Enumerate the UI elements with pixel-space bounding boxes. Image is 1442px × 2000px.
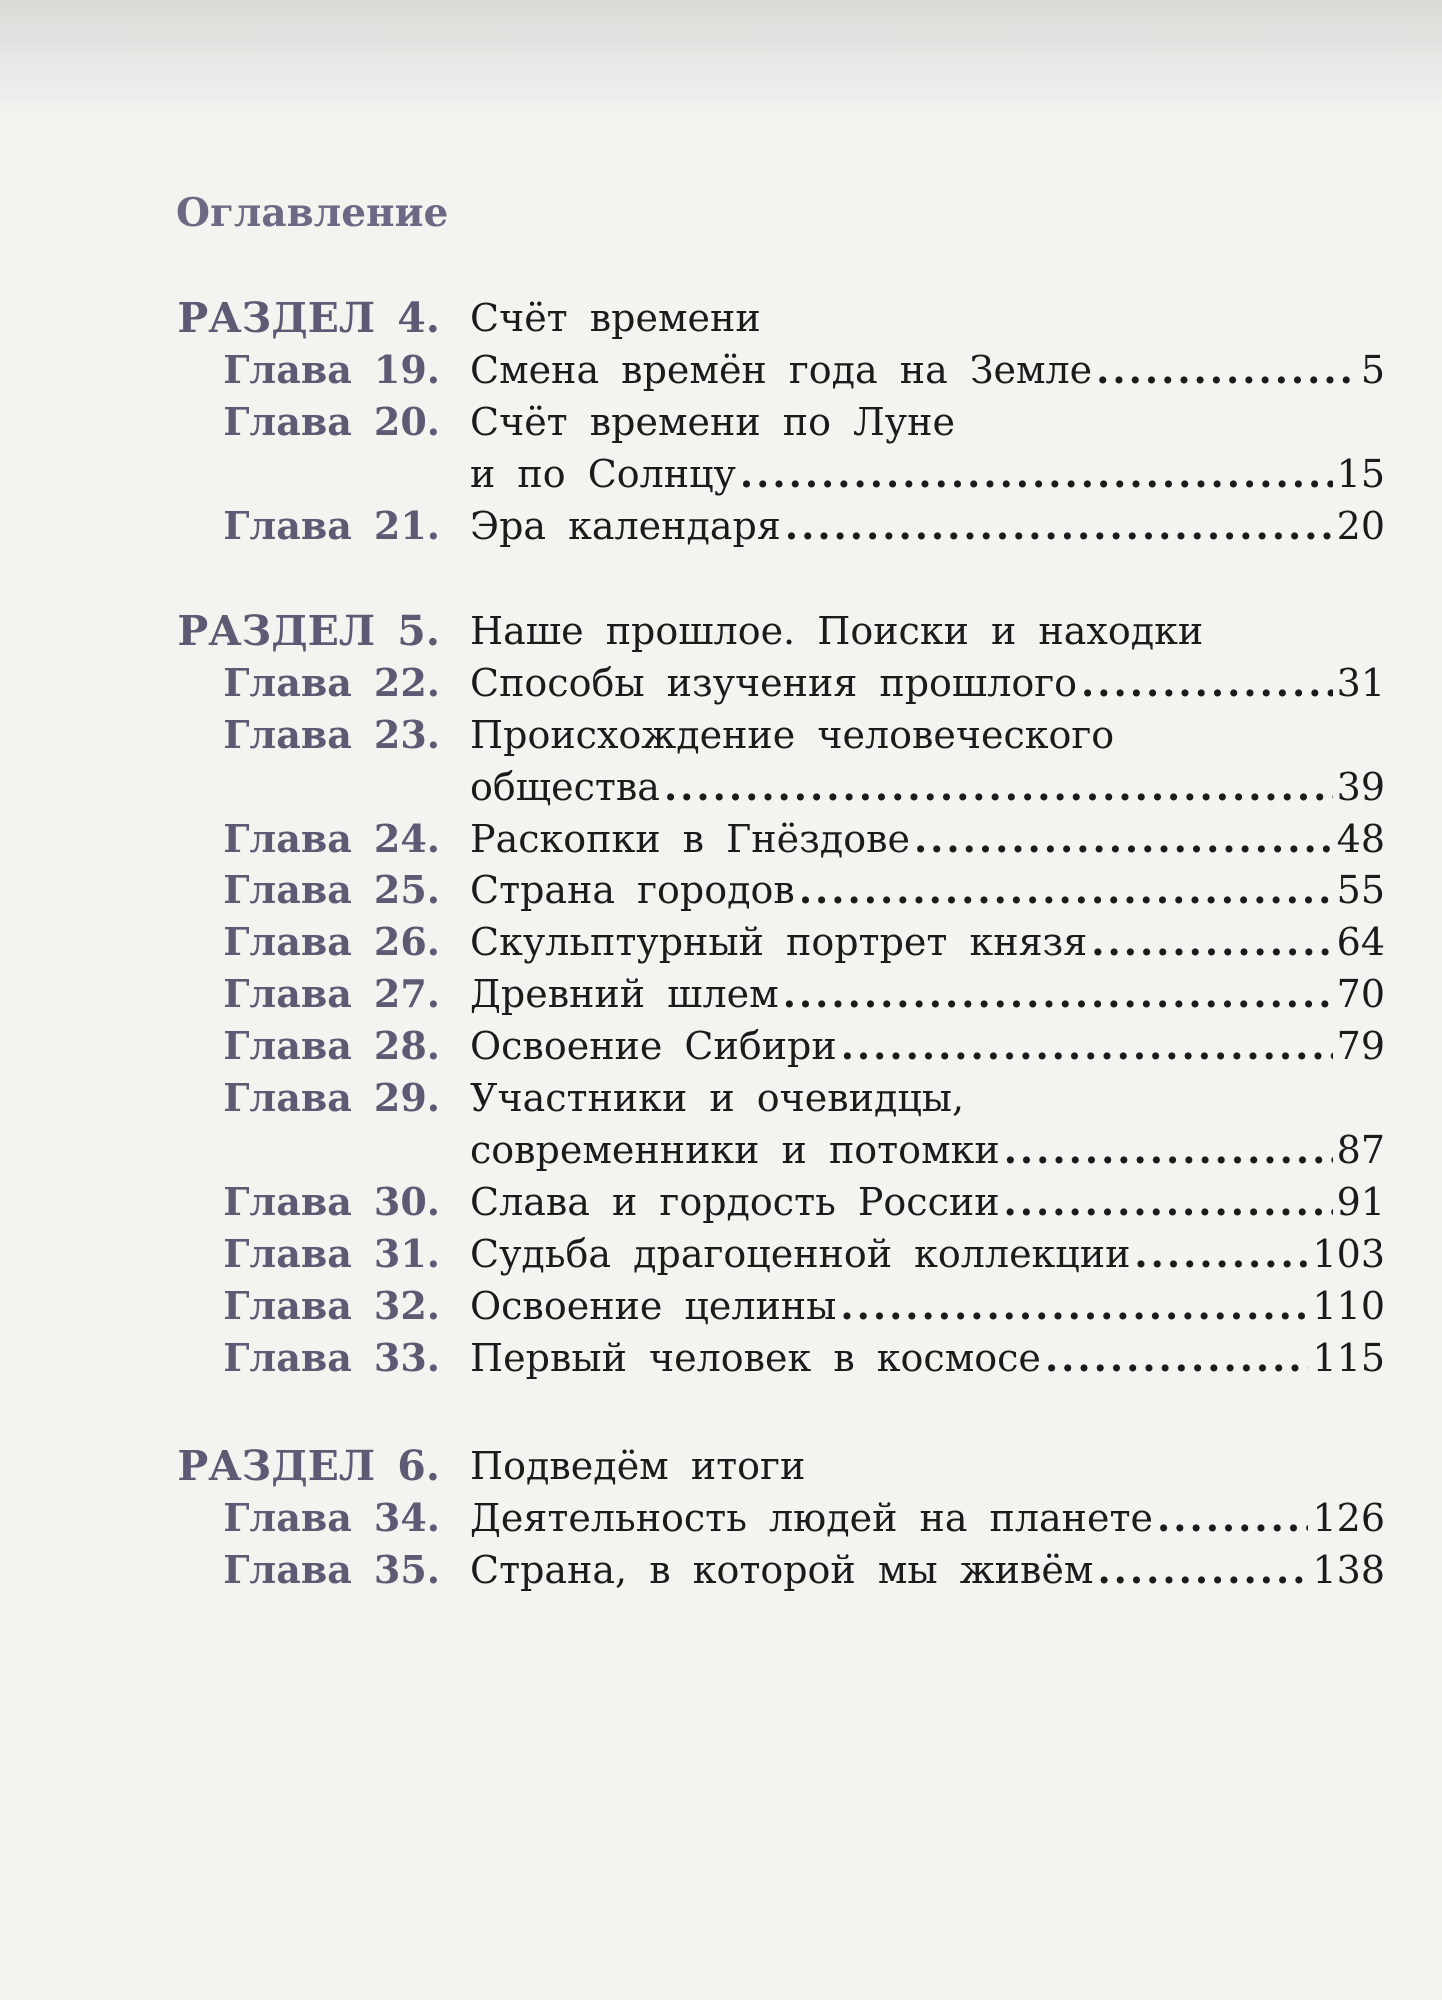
chapter-title [470,864,1385,916]
chapter-title-text: и по Солнцу [470,452,736,496]
section-title-text: Подведём итоги [470,1444,806,1488]
leader-dots [1004,1176,1333,1228]
chapter-label [0,657,440,709]
chapter-word: Глава [223,1231,352,1276]
section-label [0,605,440,657]
chapter-number: 35. [373,1547,440,1592]
chapter-number: 33. [373,1335,440,1380]
page-number: 79 [1336,1024,1385,1068]
leader-dots [840,1280,1308,1332]
chapter-row [0,813,1442,865]
page-number: 20 [1336,504,1385,548]
page-number: 31 [1336,661,1385,705]
chapter-title-text: общества [470,765,660,809]
chapter-title-text: Первый человек в космосе [470,1336,1041,1380]
section-word: РАЗДЕЛ [177,607,376,655]
leader-dots [1096,344,1357,396]
page-top-shading [0,0,1442,120]
page-number: 87 [1336,1128,1385,1172]
page-number: 55 [1336,868,1385,912]
chapter-title [470,1020,1385,1072]
page-number: 138 [1312,1548,1385,1592]
section-title-text: Счёт времени [470,296,761,340]
leader-dots [1134,1228,1308,1280]
chapter-word: Глава [223,399,352,444]
leader-dots [1097,1544,1308,1596]
chapter-word: Глава [223,503,352,548]
section-title [470,605,1385,657]
chapter-number: 34. [373,1495,440,1540]
chapter-label [0,1280,440,1332]
section-word: РАЗДЕЛ [177,1442,376,1490]
chapter-title [470,1280,1385,1332]
chapter-row [0,500,1442,552]
chapter-label [0,813,440,865]
chapter-label [0,1544,440,1596]
page-number: 115 [1312,1336,1385,1380]
chapter-title [470,761,1385,813]
chapter-row [0,761,1442,813]
chapter-title-text: Смена времён года на Земле [470,348,1093,392]
chapter-number: 25. [373,867,440,912]
chapter-title-text: Скульптурный портрет князя [470,920,1088,964]
section-word: РАЗДЕЛ [177,294,376,342]
chapter-title [470,396,1385,448]
chapter-label [0,500,440,552]
chapter-word: Глава [223,1179,352,1224]
chapter-title-text: Освоение целины [470,1284,837,1328]
chapter-row [0,1492,1442,1544]
chapter-row [0,1072,1442,1124]
page-number: 110 [1312,1284,1385,1328]
leader-dots [785,500,1333,552]
chapter-label [0,1176,440,1228]
chapter-label [0,916,440,968]
chapter-title [470,1124,1385,1176]
chapter-word: Глава [223,1495,352,1540]
page-number: 39 [1336,765,1385,809]
chapter-word: Глава [223,1335,352,1380]
chapter-number: 27. [373,971,440,1016]
chapter-row [0,448,1442,500]
chapter-label [0,1020,440,1072]
chapter-number: 26. [373,919,440,964]
section-row [0,605,1442,657]
chapter-number: 24. [373,816,440,861]
chapter-title [470,1228,1385,1280]
section-row [0,1440,1442,1492]
chapter-label [0,1332,440,1384]
leader-dots [799,864,1333,916]
chapter-row [0,1176,1442,1228]
chapter-row [0,709,1442,761]
chapter-number: 32. [373,1283,440,1328]
section-label [0,1440,440,1492]
chapter-label [0,864,440,916]
chapter-row [0,657,1442,709]
leader-dots [740,448,1333,500]
chapter-row [0,1280,1442,1332]
chapter-row [0,1020,1442,1072]
leader-dots [1004,1124,1333,1176]
chapter-title-text: Страна, в которой мы живём [470,1548,1094,1592]
chapter-label [0,344,440,396]
chapter-word: Глава [223,1075,352,1120]
chapter-word: Глава [223,816,352,861]
chapter-title-text: Способы изучения прошлого [470,661,1078,705]
chapter-row [0,1332,1442,1384]
chapter-title [470,1176,1385,1228]
chapter-word: Глава [223,1283,352,1328]
section-row [0,292,1442,344]
chapter-title-text: Эра календаря [470,504,781,548]
chapter-row [0,1124,1442,1176]
page-number: 126 [1312,1496,1385,1540]
chapter-row [0,968,1442,1020]
page-number: 70 [1336,972,1385,1016]
chapter-label [0,1492,440,1544]
chapter-row [0,1544,1442,1596]
chapter-title-text: современники и потомки [470,1128,1000,1172]
section-title [470,292,1385,344]
chapter-number: 31. [373,1231,440,1276]
chapter-number: 21. [373,503,440,548]
page-number: 5 [1360,348,1385,392]
chapter-title [470,1332,1385,1384]
leader-dots [1091,916,1332,968]
chapter-row [0,864,1442,916]
chapter-title-text: Древний шлем [470,972,779,1016]
chapter-title [470,709,1385,761]
chapter-word: Глава [223,1547,352,1592]
leader-dots [841,1020,1333,1072]
chapter-number: 30. [373,1179,440,1224]
chapter-title [470,1492,1385,1544]
leader-dots [1045,1332,1309,1384]
section-number: 4. [397,294,440,342]
chapter-title [470,813,1385,865]
chapter-number: 23. [373,712,440,757]
chapter-row [0,1228,1442,1280]
toc-heading: Оглавление [176,190,449,236]
chapter-title-text: Страна городов [470,868,795,912]
chapter-row [0,344,1442,396]
chapter-number: 20. [373,399,440,444]
page-number: 64 [1336,920,1385,964]
chapter-label [0,1228,440,1280]
chapter-word: Глава [223,867,352,912]
section-number: 5. [397,607,440,655]
chapter-word: Глава [223,919,352,964]
chapter-label [0,396,440,448]
chapter-word: Глава [223,347,352,392]
chapter-word: Глава [223,971,352,1016]
page-number: 48 [1336,817,1385,861]
page-number: 103 [1312,1232,1385,1276]
chapter-word: Глава [223,712,352,757]
chapter-label [0,709,440,761]
chapter-title-text: Судьба драгоценной коллекции [470,1232,1131,1276]
chapter-title-text: Деятельность людей на планете [470,1496,1153,1540]
leader-dots [664,761,1333,813]
section-title-text: Наше прошлое. Поиски и находки [470,609,1204,653]
chapter-title [470,657,1385,709]
chapter-title-text: Слава и гордость России [470,1180,1000,1224]
leader-dots [1157,1492,1308,1544]
chapter-row [0,396,1442,448]
chapter-title [470,968,1385,1020]
section-label [0,292,440,344]
leader-dots [914,813,1333,865]
leader-dots [783,968,1333,1020]
chapter-title-text: Счёт времени по Луне [470,400,955,444]
page-number: 91 [1336,1180,1385,1224]
chapter-number: 28. [373,1023,440,1068]
chapter-label [0,1072,440,1124]
chapter-number: 22. [373,660,440,705]
chapter-title [470,344,1385,396]
section-number: 6. [397,1442,440,1490]
chapter-title [470,1544,1385,1596]
chapter-title [470,448,1385,500]
page-number: 15 [1336,452,1385,496]
leader-dots [1081,657,1333,709]
chapter-title [470,916,1385,968]
section-title [470,1440,1385,1492]
chapter-title [470,500,1385,552]
chapter-label [0,968,440,1020]
chapter-word: Глава [223,660,352,705]
chapter-title-text: Участники и очевидцы, [470,1076,965,1120]
chapter-title-text: Раскопки в Гнёздове [470,817,910,861]
chapter-title-text: Освоение Сибири [470,1024,837,1068]
chapter-title-text: Происхождение человеческого [470,713,1115,757]
chapter-number: 29. [373,1075,440,1120]
chapter-word: Глава [223,1023,352,1068]
chapter-number: 19. [373,347,440,392]
chapter-title [470,1072,1385,1124]
chapter-row [0,916,1442,968]
